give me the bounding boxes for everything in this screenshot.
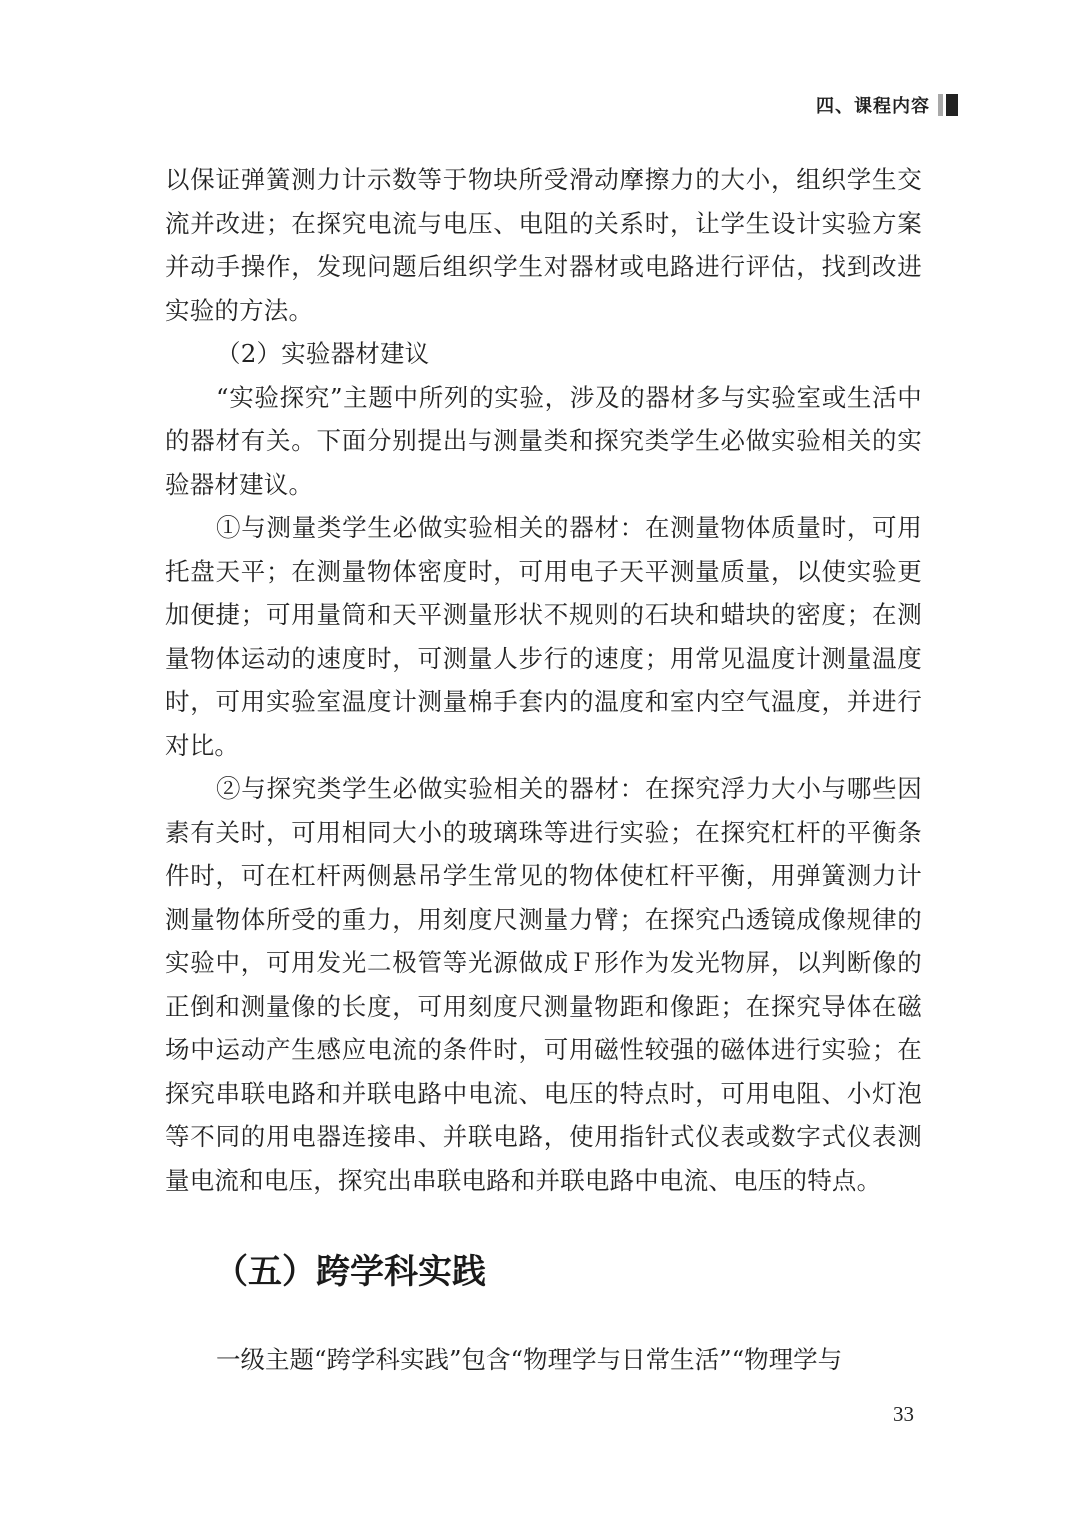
running-header-section-label: 四、课程内容: [816, 96, 930, 117]
paragraph-measurement-equipment: ①与测量类学生必做实验相关的器材：在测量物体质量时，可用托盘天平；在测量物体密度时，可用电子天平测量质量，以使实验更加便捷；可用量筒和天平测量形状不规则的石块和蜡块的密度；在测量物体运动的速度时，可测量人步行的速度；用常见温度计测量温度时，可用实验室温度计测量棉手套内的温度和室内空气温度，并进行对比。: [165, 513, 922, 760]
page-number: 33: [893, 1402, 914, 1426]
paragraph-equipment-intro: “实验探究”主题中所列的实验，涉及的器材多与实验室或生活中的器材有关。下面分别提出与测量类和探究类学生必做实验相关的实验器材建议。: [165, 382, 922, 499]
subheading-equipment-suggestions: （2）实验器材建议: [216, 339, 430, 368]
header-bar-marks: [938, 94, 958, 116]
paragraph-cross-disciplinary-intro: 一级主题“跨学科实践”包含“物理学与日常生活”“物理学与: [216, 1345, 843, 1374]
paragraph-inquiry-equipment: ②与探究类学生必做实验相关的器材：在探究浮力大小与哪些因素有关时，可用相同大小的玻璃珠等进行实验；在探究杠杆的平衡条件时，可在杠杆两侧悬吊学生常见的物体使杠杆平衡，用弹簧测力计测量物体所受的重力，用刻度尺测量力臂；在探究凸透镜成像规律的实验中，可用发光二极管等光源做成Ｆ形作为发光物屏，以判断像的正倒和测量像的长度，可用刻度尺测量物距和像距；在探究导体在磁场中运动产生感应电流的条件时，可用磁性较强的磁体进行实验；在探究串联电路和并联电路中电流、电压的特点时，可用电阻、小灯泡等不同的用电器连接串、并联电路，使用指针式仪表或数字式仪表测量电流和电压，探究出串联电路和并联电路中电流、电压的特点。: [165, 774, 922, 1195]
paragraph-continuation: 以保证弹簧测力计示数等于物块所受滑动摩擦力的大小，组织学生交流并改进；在探究电流与电压、电阻的关系时，让学生设计实验方案并动手操作，发现问题后组织学生对器材或电路进行评估，找到改进实验的方法。: [165, 165, 922, 325]
header-bar-mark-dark: [946, 94, 958, 116]
running-header: [816, 92, 958, 118]
body-text: [165, 158, 922, 1202]
header-bar-mark-light: [938, 94, 943, 116]
section-heading: （五）跨学科实践: [214, 1252, 486, 1292]
